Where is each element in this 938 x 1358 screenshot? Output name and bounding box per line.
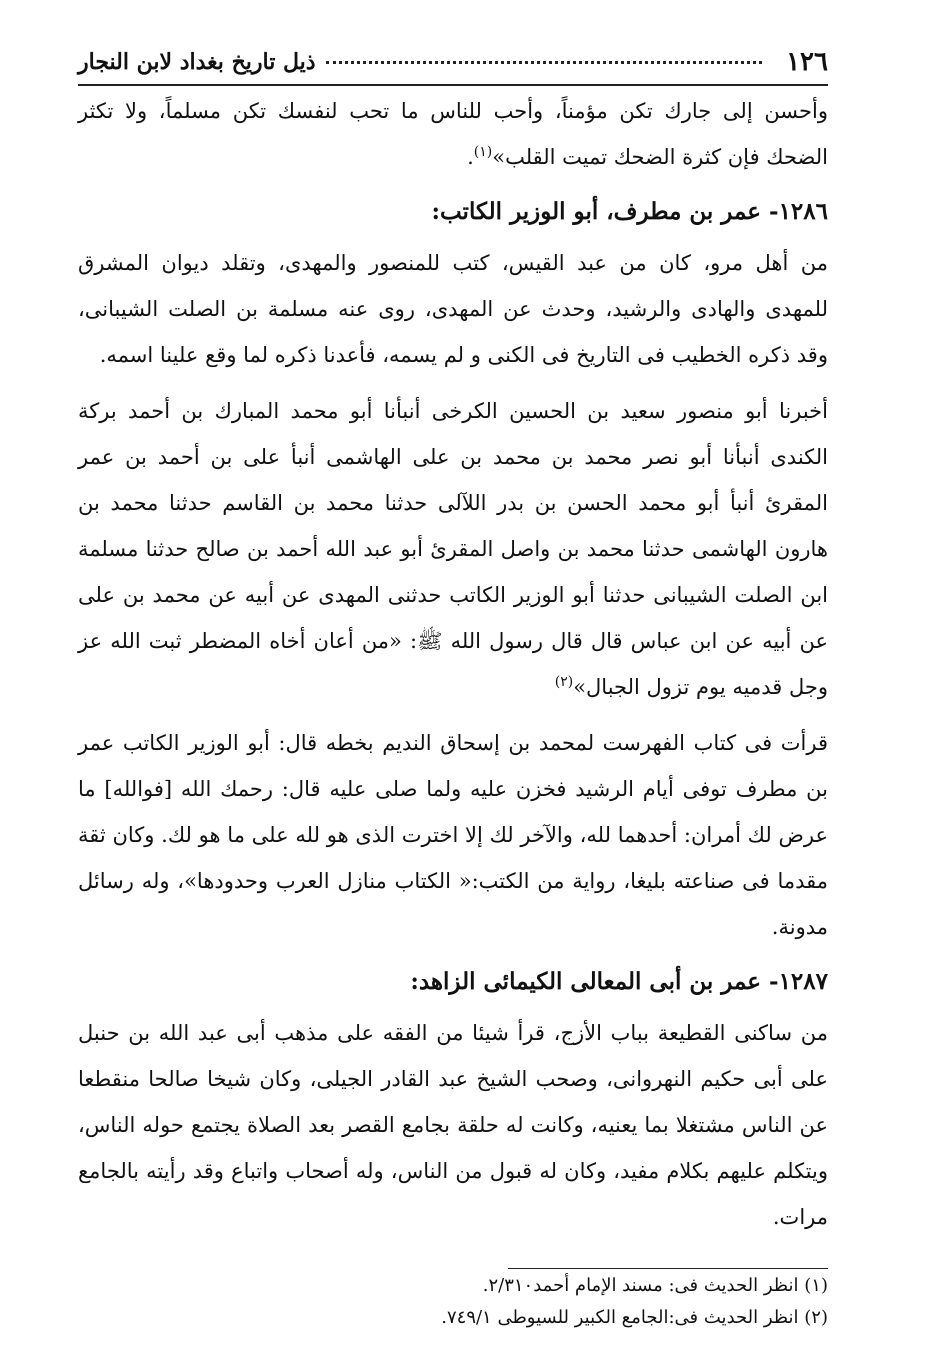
continued-paragraph bbox=[78, 88, 828, 180]
running-title: ذيل تاريخ بغداد لابن النجار bbox=[78, 49, 316, 75]
entry-1286-hadith-text: أخبرنا أبو منصور سعيد بن الحسين الكرخى أنبأنا أبو محمد المبارك بن أحمد بركة الكندى أنبأنا أبو نصر محمد بن محمد بن على الهاشمى أنبأ على بن أحمد بن عمر المقرئ أنبأ أبو محمد الحسن بن بدر اللآلى حدثنا محمد بن القاسم حدثنا محمد بن هارون الهاشمى حدثنا محمد بن واصل المقرئ أبو عبد الله أحمد بن صالح حدثنا مسلمة ابن الصلت الشيبانى حدثنا أبو الوزير الكاتب حدثنى المهدى عن أبيه عن محمد بن على عن أبيه عن ابن عباس قال قال رسول الله ﷺ: «من أعان أخاه المضطر ثبت الله عز وجل قدميه يوم تزول الجبال» bbox=[78, 399, 828, 699]
footnote-separator bbox=[508, 1268, 828, 1269]
entry-1286-paragraph-2 bbox=[78, 388, 828, 710]
footnotes bbox=[78, 1270, 828, 1334]
page-number: ١٢٦ bbox=[786, 47, 828, 77]
footnote-ref-2: (٢) bbox=[554, 674, 574, 690]
footnote-ref-1: (١) bbox=[473, 144, 493, 160]
entry-1287-paragraph-1: من ساكنى القطيعة بباب الأزج، قرأ شيئا من الفقه على مذهب أبى عبد الله بن حنبل على أبى حكيم النهروانى، وصحب الشيخ عبد القادر الجيلى، وكان شيخا صالحا منقطعا عن الناس مشتغلا بما يعنيه، وكانت له حلقة بجامع القصر بعد الصلاة يجتمع حوله الناس، ويتكلم عليهم بكلام مفيد، وكان له قبول من الناس، وله أصحاب واتباع وقد رأيته بالجامع مرات. bbox=[78, 1021, 828, 1229]
continued-paragraph-end: . bbox=[467, 145, 474, 169]
header-dot-leader bbox=[326, 61, 763, 64]
entry-heading-1286: ١٢٨٦- عمر بن مطرف، أبو الوزير الكاتب: bbox=[431, 198, 828, 225]
page-header bbox=[78, 40, 828, 86]
footnote-2: (٢) انظر الحديث فى:الجامع الكبير للسيوطى ٧٤٩/١. bbox=[441, 1307, 828, 1328]
continued-paragraph-text: وأحسن إلى جارك تكن مؤمناً، وأحب للناس ما تحب لنفسك تكن مسلماً، ولا تكثر الضحك فإن كثرة الضحك تميت القلب» bbox=[78, 99, 828, 169]
page-body bbox=[78, 88, 828, 1240]
entry-1286-paragraph-3: قرأت فى كتاب الفهرست لمحمد بن إسحاق النديم بخطه قال: أبو الوزير الكاتب عمر بن مطرف توفى أيام الرشيد فخزن عليه ولما صلى عليه قال: رحمك الله [فوالله] ما عرض لك أمران: أحدهما لله، والآخر لك إلا اخترت الذى هو لله على ما هو لك. وكان ثقة مقدما فى صناعته بليغا، رواية من الكتب:« الكتاب منازل العرب وحدودها»، وله رسائل مدونة. bbox=[78, 731, 828, 939]
entry-1286-paragraph-1: من أهل مرو، كان من عبد القيس، كتب للمنصور والمهدى، وتقلد ديوان المشرق للمهدى والهادى والرشيد، وحدث عن المهدى، روى عنه مسلمة بن الصلت الشيبانى، وقد ذكره الخطيب فى التاريخ فى الكنى و لم يسمه، فأعدنا ذكره لما وقع علينا اسمه. bbox=[78, 251, 828, 367]
entry-heading-1287: ١٢٨٧- عمر بن أبى المعالى الكيمائى الزاهد: bbox=[410, 968, 828, 995]
footnote-1: (١) انظر الحديث فى: مسند الإمام أحمد٢/٣١٠. bbox=[482, 1275, 828, 1296]
